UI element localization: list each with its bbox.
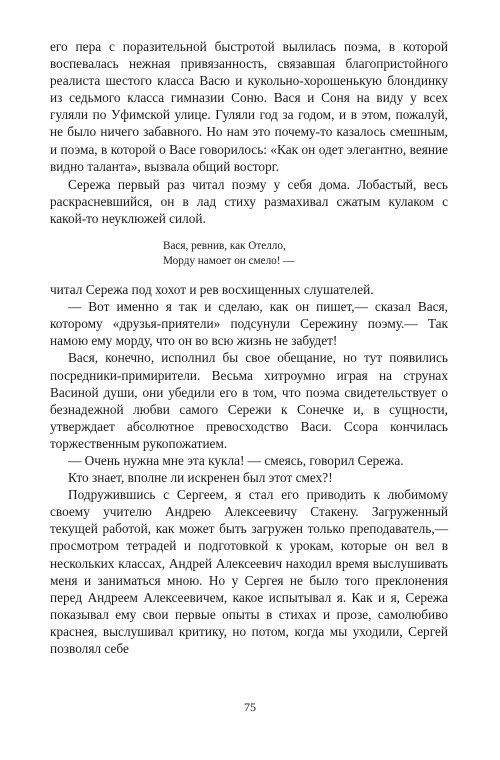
- verse-line-1: Вася, ревнив, как Отелло,: [163, 240, 286, 253]
- paragraph-4: — Вот именно я так и сделаю, как он пишет,— сказал Вася, которому «друзья-приятели» подсунули Сережину поэму.— Так намою ему морду, что он во всю жизнь не забудет!: [50, 299, 448, 349]
- verse-line-2: Морду намоет он смело! —: [163, 255, 295, 268]
- page-number: 75: [244, 700, 256, 714]
- paragraph-8: Подружившись с Сергеем, я стал его приводить к любимому своему учителю Андрею Алексеевичу Стакену. Загруженный текущей работой, как может быть загружен только преподаватель,— просмотром тетрадей и подготовкой к урокам, которые он вел в нескольких классах, Андрей Алексеевич находил время выслушивать меня и заниматься мною. Но у Сергея не было того преклонения перед Андреем Алексеевичем, какое испытывал я. Как и я, Сережа показывал ему свои первые опыты в стихах и прозе, самолюбиво краснея, выслушивал критику, но потом, когда мы уходили, Сергей позволял себе: [50, 487, 448, 656]
- paragraph-3: читал Сережа под хохот и рев восхищенных слушателей.: [50, 282, 374, 298]
- verse-quote: [163, 239, 448, 269]
- paragraph-2: Сережа первый раз читал поэму у себя дома. Лобастый, весь раскрасневшийся, он в лад стиху размахивал сжатым кулаком с какой-то неуклюжей силой.: [50, 176, 448, 226]
- page-body: [50, 38, 448, 657]
- paragraph-5: Вася, конечно, исполнил бы свое обещание, но тут появились посредники-примирители. Весьма хитроумно играя на струнах Васиной души, они убедили его в том, что поэма свидетельствует о безнадежной любви самого Сережи к Сонечке и, в сущности, утверждает абсолютное превосходство Васи. Ссора кончилась торжественным рукопожатием.: [50, 350, 448, 451]
- paragraph-6: — Очень нужна мне эта кукла! — смеясь, говорил Сережа.: [68, 452, 404, 468]
- paragraph-7: Кто знает, вполне ли искренен был этот смех?!: [68, 470, 333, 486]
- paragraph-1: его пера с поразительной быстротой вылилась поэма, в которой воспевалась нежная привязанность, связавшая благопристойного реалиста шестого класса Васю и кукольно-хорошенькую блондинку из седьмого класса гимназии Соню. Вася и Соня на виду у всех гуляли по Уфимской улице. Гуляли год за годом, и в этом, пожалуй, не было ничего забавного. Но нам это почему-то казалось смешным, и поэма, в которой о Васе говорилось: «Как он одет элегантно, веяние видно таланта», вызвала общий восторг.: [50, 39, 448, 174]
